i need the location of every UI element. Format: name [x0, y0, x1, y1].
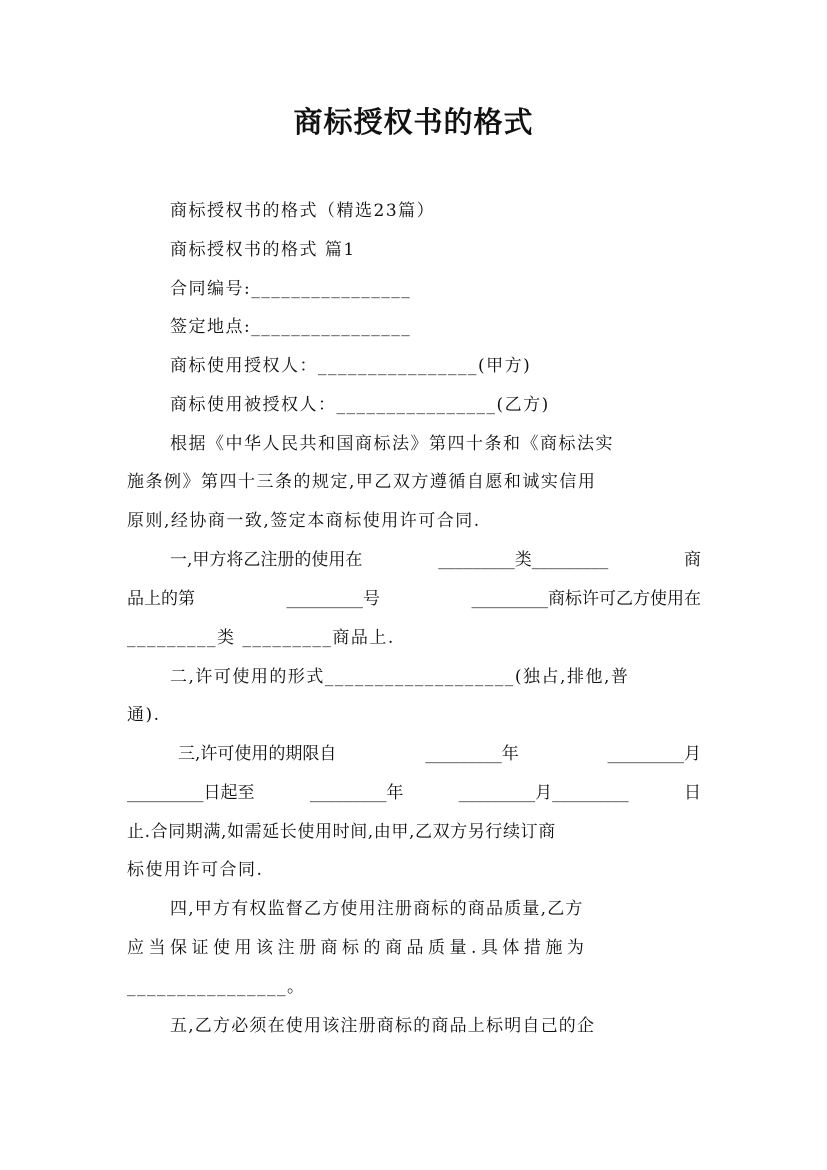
- clause-four-line: ________________。: [127, 977, 306, 997]
- text-segment: _________号: [286, 589, 380, 609]
- clause-two-line: 二,许可使用的形式___________________(独占,排他,普: [170, 667, 630, 687]
- text-segment: _________年: [425, 744, 519, 764]
- paragraph-line: 根据《中华人民共和国商标法》第四十条和《商标法实: [170, 434, 614, 454]
- paragraph-line: 施条例》第四十三条的规定,甲乙双方遵循自愿和诚实信用: [127, 472, 597, 492]
- clause-two-line: 通).: [127, 705, 161, 725]
- text-segment: _________商标许可乙方使用在: [471, 589, 701, 609]
- text-segment: _________月_________: [458, 783, 629, 803]
- text-segment: 日: [683, 783, 701, 803]
- contract-number-line: 合同编号:________________: [170, 279, 412, 299]
- text-segment: 三,许可使用的期限自: [178, 744, 337, 764]
- licensor-line: 商标使用授权人：________________(甲方): [170, 356, 532, 376]
- clause-one-line: [127, 586, 701, 612]
- clause-five-line: 五,乙方必须在使用该注册商标的商品上标明自己的企: [170, 1016, 596, 1036]
- paragraph-line: 原则,经协商一致,签定本商标使用许可合同.: [127, 511, 481, 531]
- clause-three-line: 止.合同期满,如需延长使用时间,由甲,乙双方另行续订商: [127, 822, 556, 842]
- text-segment: 一,甲方将乙注册的使用在: [170, 550, 363, 570]
- text-segment: _________类_________: [438, 550, 609, 570]
- signing-place-line: 签定地点:________________: [170, 317, 412, 337]
- text-segment: _________月: [607, 744, 701, 764]
- clause-one-line: [170, 547, 701, 573]
- clause-three-line: 标使用许可合同.: [127, 860, 264, 880]
- clause-three-line: [127, 780, 701, 806]
- clause-four-line: 四,甲方有权监督乙方使用注册商标的商品质量,乙方: [170, 899, 584, 919]
- clause-four-line: 应当保证使用该注册商标的商品质量.具体措施为: [127, 938, 589, 958]
- text-segment: 商: [684, 550, 701, 570]
- text-segment: 品上的第: [127, 589, 195, 609]
- text-segment: _________日起至: [127, 783, 255, 803]
- document-title: 商标授权书的格式: [293, 105, 534, 139]
- subtitle-line: 商标授权书的格式（精选23篇）: [170, 201, 436, 221]
- text-segment: _________年: [309, 783, 404, 803]
- licensee-line: 商标使用被授权人：________________(乙方): [170, 395, 550, 415]
- section-heading: 商标授权书的格式 篇1: [170, 240, 356, 260]
- clause-three-line: [178, 741, 701, 767]
- clause-one-line: _________类 _________商品上.: [127, 628, 395, 648]
